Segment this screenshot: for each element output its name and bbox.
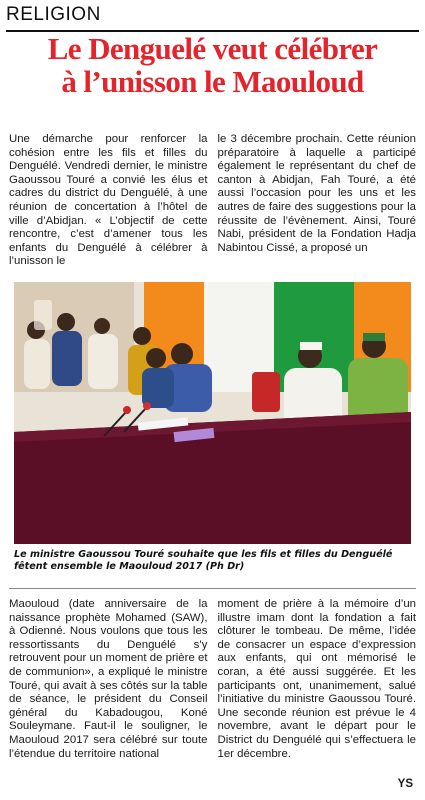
article-column-top-left: Une démarche pour renforcer la cohésion entre les fils et filles du Denguélé. Vendredi dernier, le ministre Gaoussou Touré a convié les élus et cadres du district du Denguélé, à une réunion de concertation à l’hôtel de ville d’Abidjan. « L’objectif de cette rencontre, c’est d’amener tous les enfants du Denguélé à célébrer à l’unisson le [9, 133, 208, 268]
photo-caption: Le ministre Gaoussou Touré souhaite que les fils et filles du Denguélé fêtent ensemble le Maouloud 2017 (Ph Dr) [14, 549, 393, 572]
section-rubric: RELIGION [6, 4, 101, 25]
headline-line-2: à l’unisson le Maouloud [61, 64, 364, 99]
article-body-bottom [9, 598, 416, 794]
author-signature: YS [394, 778, 413, 790]
article-column-top-right: le 3 décembre prochain. Cette réunion préparatoire à laquelle a participé également le représentant du chef de canton à Abidjan, Fah Touré, a été aussi l’occasion pour les uns et les autres de faire des suggestions pour la réussite de l’évènement. Ainsi, Touré Nabi, président de la Fondation Hadja Nabintou Cissé, a proposé un [217, 133, 416, 254]
article-column-bottom-left: Maouloud (date anniversaire de la naissance prophète Mohamed (SAW), à Odienné. Nous voulons que tous les ressortissants du Denguélé s’y retrouvent pour un moment de prière et de communion», a expliqué le ministre Touré, qui avait à ses côtés sur la table de séance, le président du Conseil général du Kabadougou, Koné Souleymane. Faut-il le souligner, le Maouloud 2017 sera célébré sur toute l’étendue du territoire national [9, 598, 208, 760]
meeting-photo [14, 282, 411, 544]
caption-divider [9, 588, 416, 589]
article-body-top [9, 133, 416, 273]
headline-line-1: Le Denguelé veut célébrer [47, 31, 378, 66]
meeting-photo-illustration [14, 282, 411, 544]
article-column-bottom-right: moment de prière à la mémoire d’un illustre imam dont la fondation a fait clôturer le tombeau. De même, l’idée de consacrer un espace d’expression aux enfants, qui ont mémorisé le coran, a été aussi suggérée. Et les participants ont, unanimement, salué l’initiative du ministre Gaoussou Touré. Une seconde réunion est prévue le 4 novembre, avant le départ pour le District du Denguélé qui s’effectuera le 1er décembre. [217, 598, 416, 760]
article-headline [6, 32, 419, 98]
